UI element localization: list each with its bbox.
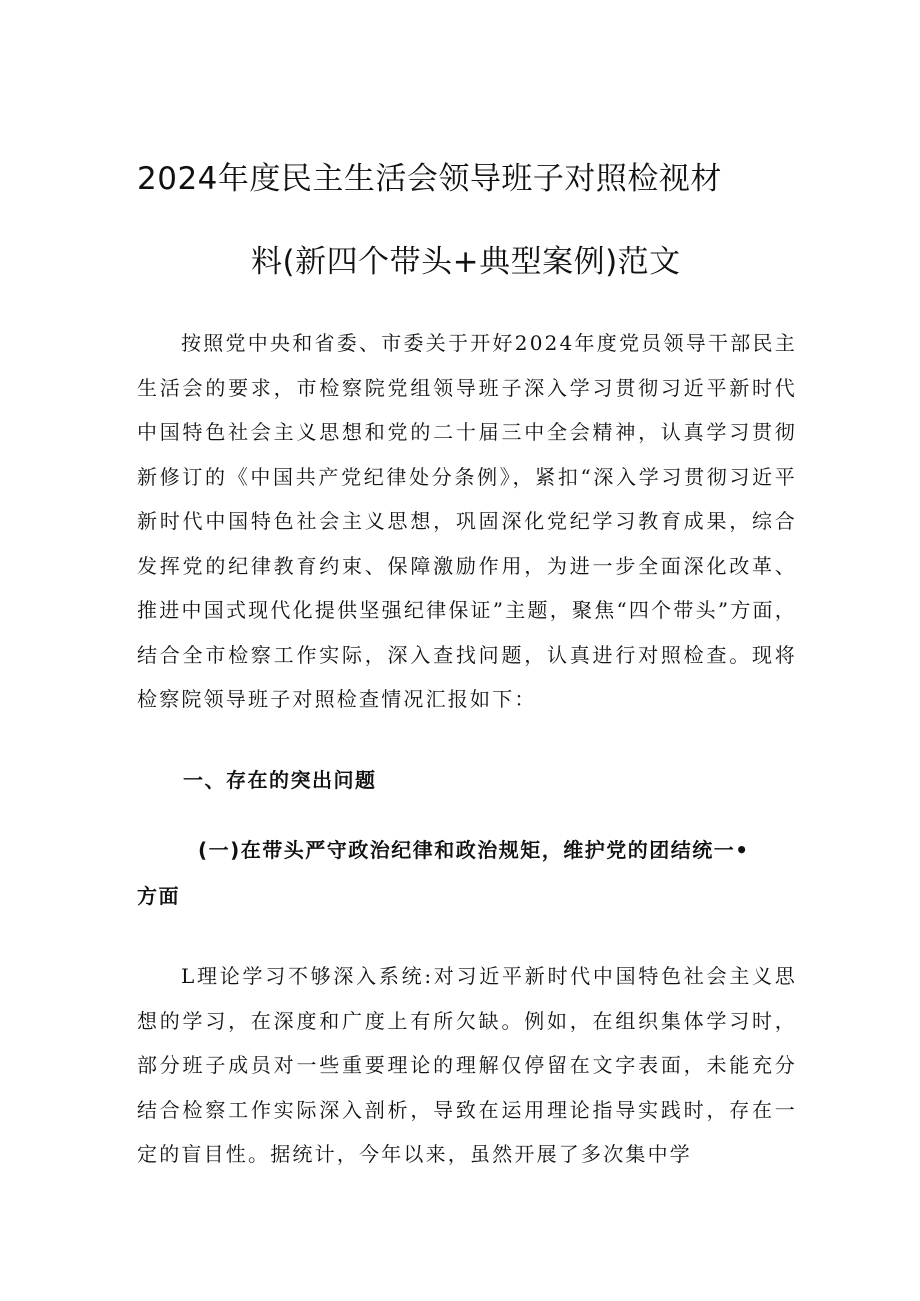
subsection-heading-line-2: 方面 (137, 884, 180, 908)
section-heading: 一、存在的突出问题 (183, 768, 377, 792)
document-title-line-1: 2024年度民主生活会领导班子对照检视材 (137, 161, 722, 197)
body-paragraph: L理论学习不够深入系统:对习近平新时代中国特色社会主义思想的学习，在深度和广度上有所欠缺。例如，在组织集体学习时，部分班子成员对一些重要理论的理解仅停留在文字表面，未能充分结合检察工作实际深入剖析，导致在运用理论指导实践时，存在一定的盲目性。据统计，今年以来，虽然开展了多次集中学 (137, 964, 797, 1166)
intro-paragraph: 按照党中央和省委、市委关于开好2024年度党员领导干部民主生活会的要求，市检察院党组领导班子深入学习贯彻习近平新时代中国特色社会主义思想和党的二十届三中全会精神，认真学习贯彻新修订的《中国共产党纪律处分条例》，紧扣“深入学习贯彻习近平新时代中国特色社会主义思想，巩固深化党纪学习教育成果，综合发挥党的纪律教育约束、保障激励作用，为进一步全面深化改革、推进中国式现代化提供坚强纪律保证”主题，聚焦“四个带头”方面，结合全市检察工作实际，深入查找问题，认真进行对照检查。现将检察院领导班子对照检查情况汇报如下： (137, 331, 797, 711)
document-title-line-2: 料(新四个带头+典型案例)范文 (251, 244, 681, 280)
subsection-heading-line-1: (一)在带头严守政治纪律和政治规矩，维护党的团结统一• (198, 838, 750, 862)
